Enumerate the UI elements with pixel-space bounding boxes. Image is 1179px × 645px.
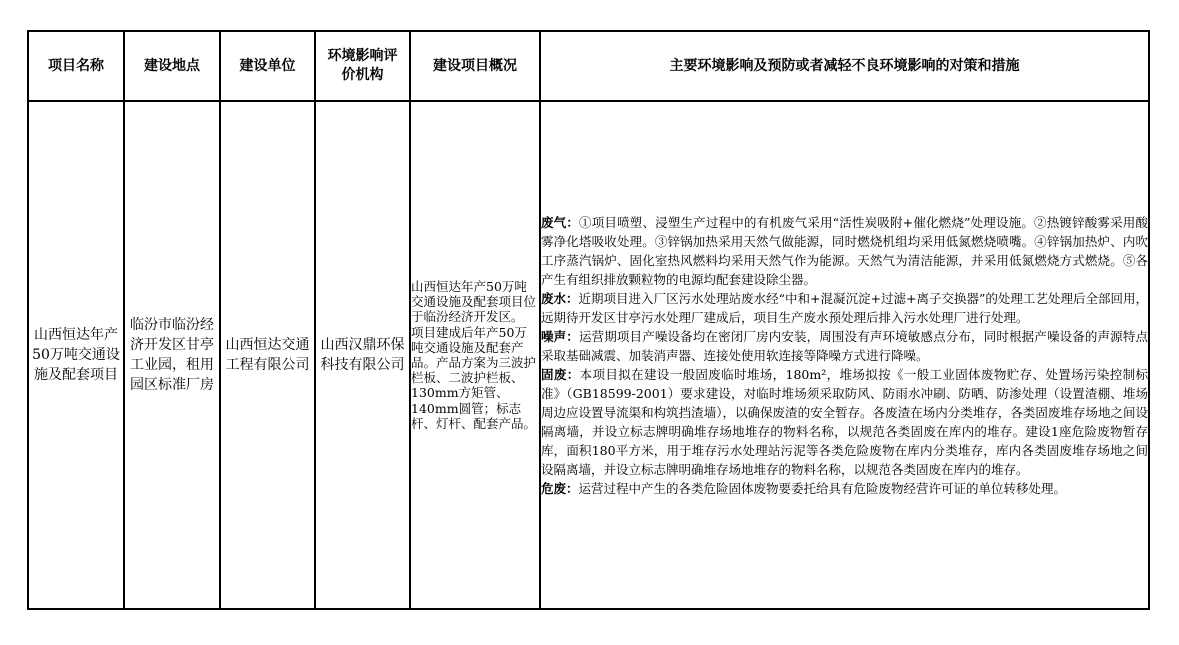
measure-air-label: 废气： [541, 214, 580, 230]
overview-paragraph-2: 项目建成后年产50万吨交通设施及配套产品。产品方案为三波护栏板、二波护栏板、130mm方矩管、140mm圆管；标志杆、灯杆、配套产品。 [411, 324, 537, 431]
project-table [27, 30, 1150, 610]
cell-unit: 山西恒达交通工程有限公司 [220, 101, 315, 609]
cell-project-name: 山西恒达年产50万吨交通设施及配套项目 [28, 101, 124, 609]
cell-measures [540, 101, 1149, 609]
measure-water-label: 废水： [541, 290, 579, 306]
header-eia-org: 环境影响评价机构 [315, 31, 410, 101]
measure-water-text: 近期项目进入厂区污水处理站废水经“中和+混凝沉淀+过滤+离子交换器”的处理工艺处理后全部回用，远期待开发区甘亭污水处理厂建成后，项目生产废水预处理后排入污水处理厂进行处理。 [541, 290, 1148, 325]
table-row [28, 101, 1149, 609]
header-unit: 建设单位 [220, 31, 315, 101]
measure-water [541, 289, 1148, 327]
measure-air-text: ①项目喷塑、浸塑生产过程中的有机废气采用“活性炭吸附+催化燃烧”处理设施。②热镀锌酸雾采用酸雾净化塔吸收处理。③锌锅加热采用天然气做能源，同时燃烧机组均采用低氮燃烧喷嘴。④锌锅加热炉、内吹工序蒸汽锅炉、固化室热风燃料均采用天然气作为能源。天然气为清洁能源，并采用低氮燃烧方式燃烧。⑤各产生有组织排放颗粒物的电源均配套建设除尘器。 [541, 214, 1148, 287]
measure-solid-waste-label: 固废： [541, 366, 580, 382]
measure-hazardous-waste-label: 危废： [541, 480, 579, 496]
cell-location: 临汾市临汾经济开发区甘亭工业园，租用园区标准厂房 [124, 101, 220, 609]
header-location: 建设地点 [124, 31, 220, 101]
measure-air [541, 213, 1148, 289]
overview-paragraph-1: 山西恒达年产50万吨交通设施及配套项目位于临汾经济开发区。 [411, 278, 537, 325]
measure-noise-label: 噪声： [541, 328, 579, 344]
measure-solid-waste [541, 365, 1148, 479]
measure-hazardous-waste-text: 运营过程中产生的各类危险固体废物要委托给具有危险废物经营许可证的单位转移处理。 [578, 480, 1067, 496]
cell-eia-org: 山西汉鼎环保科技有限公司 [315, 101, 410, 609]
measure-noise [541, 327, 1148, 365]
measure-noise-text: 运营期项目产噪设备均在密闭厂房内安装，周围没有声环境敏感点分布，同时根据产噪设备的声源特点采取基础减震、加装消声器、连接处使用软连接等降噪方式进行降噪。 [541, 328, 1148, 363]
header-measures: 主要环境影响及预防或者减轻不良环境影响的对策和措施 [540, 31, 1149, 101]
cell-overview [410, 101, 540, 609]
header-overview: 建设项目概况 [410, 31, 540, 101]
measure-solid-waste-text: 本项目拟在建设一般固废临时堆场，180m²，堆场拟按《一般工业固体废物贮存、处置场污染控制标准》（GB18599-2001）要求建设，对临时堆场须采取防风、防雨水冲刷、防晒、防渗处理（设置渣棚、堆场周边应设置导流渠和构筑挡渣墙），以确保废渣的安全暂存。各废渣在场内分类堆存，各类固废堆存场地之间设隔离墙，并设立标志牌明确堆存场地堆存的物料名称，以规范各类固废在库内的堆存。建设1座危险废物暂存库，面积180平方米，用于堆存污水处理站污泥等各类危险废物在库内分类堆存，库内各类固废堆存场地之间设隔离墙，并设立标志牌明确堆存场地堆存的物料名称，以规范各类固废在库内的堆存。 [541, 366, 1148, 477]
header-project-name: 项目名称 [28, 31, 124, 101]
table-header-row [28, 31, 1149, 101]
measure-hazardous-waste [541, 479, 1148, 498]
